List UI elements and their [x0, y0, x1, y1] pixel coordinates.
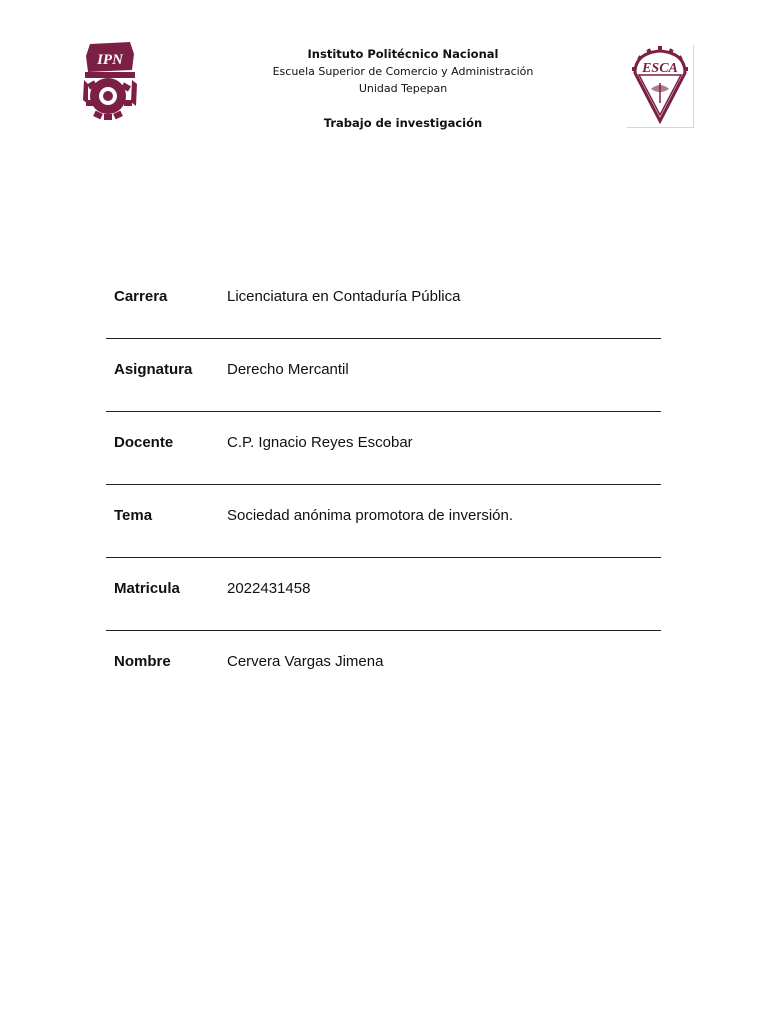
document-type: Trabajo de investigación [323, 116, 483, 130]
school-name: Escuela Superior de Comercio y Administración [272, 65, 534, 78]
esca-logo-icon [629, 45, 691, 127]
document-header [230, 46, 576, 132]
info-row-matricula [106, 558, 661, 631]
info-row-tema [106, 485, 661, 558]
esca-logo-text: ESCA [642, 61, 678, 76]
info-label: Carrera [114, 288, 168, 305]
info-row-docente [106, 412, 661, 485]
info-label: Docente [114, 434, 174, 451]
info-value: C.P. Ignacio Reyes Escobar [227, 434, 413, 451]
info-row-asignatura [106, 339, 661, 412]
info-value: 2022431458 [227, 580, 311, 597]
info-label: Asignatura [114, 361, 193, 378]
info-value: Derecho Mercantil [227, 361, 349, 378]
esca-logo-frame [627, 45, 694, 128]
ipn-logo-icon [82, 40, 138, 122]
ipn-logo-text: IPN [97, 52, 123, 68]
info-value: Cervera Vargas Jimena [227, 653, 384, 670]
institution-name: Instituto Politécnico Nacional [307, 47, 499, 61]
info-label: Matricula [114, 580, 180, 597]
info-value: Licenciatura en Contaduría Pública [227, 288, 461, 305]
info-row-carrera [106, 266, 661, 339]
info-row-nombre [106, 631, 661, 703]
info-label: Nombre [114, 653, 171, 670]
info-table [106, 266, 661, 703]
unit-name: Unidad Tepepan [358, 82, 448, 95]
info-label: Tema [114, 507, 153, 524]
info-value: Sociedad anónima promotora de inversión. [227, 507, 514, 524]
